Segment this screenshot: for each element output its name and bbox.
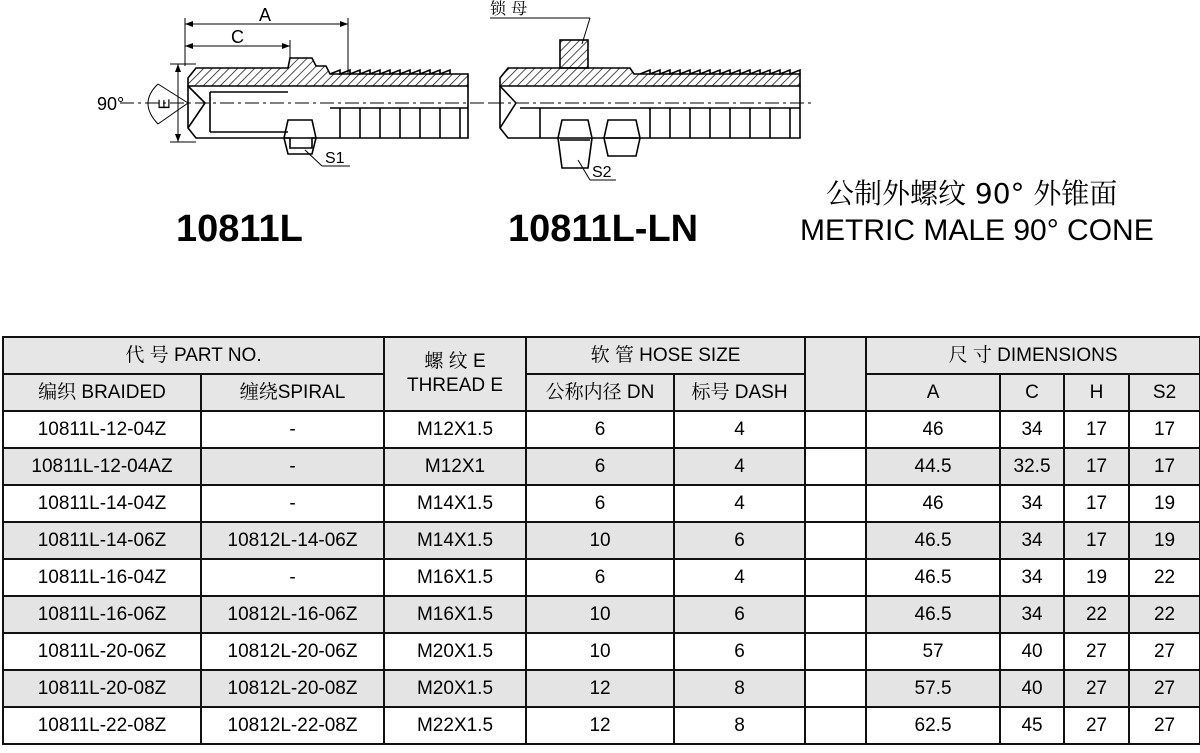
table-row [3,707,1200,744]
table-row [3,596,1200,633]
cell-thread: M12X1 [384,448,526,485]
cell-s2: 27 [1129,670,1200,707]
table-row [3,411,1200,448]
dim-a-label: A [259,5,272,25]
cell-blank [805,522,866,559]
cell-spiral: - [201,559,384,596]
cell-s2: 27 [1129,707,1200,744]
cell-dash: 6 [674,522,805,559]
cell-braided: 10811L-14-04Z [3,485,201,522]
cell-h: 17 [1064,411,1129,448]
title-chinese: 公制外螺纹 90° 外锥面 [826,177,1118,210]
cell-braided: 10811L-20-06Z [3,633,201,670]
cell-h: 22 [1064,596,1129,633]
cell-spiral: 10812L-16-06Z [201,596,384,633]
cell-dn: 10 [526,633,674,670]
cell-dash: 4 [674,448,805,485]
cell-c: 34 [1000,559,1064,596]
s1-label: S1 [325,150,345,167]
cell-braided: 10811L-12-04Z [3,411,201,448]
fitting-10811l-drawing [120,18,490,166]
title-english: METRIC MALE 90° CONE [800,214,1154,247]
cell-a: 57.5 [866,670,1000,707]
cell-s2: 22 [1129,559,1200,596]
cell-h: 17 [1064,485,1129,522]
cell-thread: M14X1.5 [384,485,526,522]
header-dn: 公称内径 DN [526,374,674,411]
cell-thread: M20X1.5 [384,633,526,670]
cell-spiral: 10812L-14-06Z [201,522,384,559]
cell-h: 17 [1064,522,1129,559]
s2-label: S2 [592,164,612,181]
table-body [3,411,1200,744]
cell-blank [805,411,866,448]
header-dimensions: 尺 寸 DIMENSIONS [866,337,1200,374]
cell-spiral: 10812L-20-06Z [201,633,384,670]
cell-a: 46.5 [866,522,1000,559]
dim-c-label: C [231,27,244,47]
table-row [3,670,1200,707]
cell-dn: 6 [526,485,674,522]
header-c: C [1000,374,1064,411]
cell-dash: 4 [674,411,805,448]
cell-a: 46.5 [866,559,1000,596]
cell-thread: M22X1.5 [384,707,526,744]
cell-a: 46 [866,485,1000,522]
table-row [3,522,1200,559]
cell-h: 27 [1064,633,1129,670]
table-row [3,633,1200,670]
cell-spiral: 10812L-20-08Z [201,670,384,707]
cell-dn: 10 [526,522,674,559]
cell-spiral: 10812L-22-08Z [201,707,384,744]
header-s2: S2 [1129,374,1200,411]
cell-blank [805,448,866,485]
cell-spiral: - [201,485,384,522]
cell-dn: 6 [526,448,674,485]
cell-c: 40 [1000,633,1064,670]
cell-braided: 10811L-14-06Z [3,522,201,559]
cell-dn: 12 [526,707,674,744]
locknut-label: 锁 母 [490,0,528,18]
cell-s2: 17 [1129,448,1200,485]
cell-dash: 8 [674,707,805,744]
cell-blank [805,670,866,707]
cell-blank [805,707,866,744]
cell-thread: M16X1.5 [384,596,526,633]
cell-braided: 10811L-12-04AZ [3,448,201,485]
cell-spiral: - [201,411,384,448]
header-braided: 编织 BRAIDED [3,374,201,411]
cell-dash: 8 [674,670,805,707]
cell-c: 34 [1000,596,1064,633]
cell-dn: 10 [526,596,674,633]
cell-dash: 4 [674,559,805,596]
header-dash: 标号 DASH [674,374,805,411]
cell-s2: 17 [1129,411,1200,448]
cell-dn: 12 [526,670,674,707]
cell-a: 46.5 [866,596,1000,633]
table-row [3,448,1200,485]
header-spiral: 缠绕SPIRAL [201,374,384,411]
dim-e-label: E [156,98,174,110]
header-h: H [1064,374,1129,411]
cell-c: 34 [1000,485,1064,522]
header-thread: 螺 纹 E THREAD E [384,337,526,411]
header-part-no: 代 号 PART NO. [3,337,384,374]
cell-blank [805,559,866,596]
cell-a: 44.5 [866,448,1000,485]
cell-blank [805,485,866,522]
cell-c: 34 [1000,411,1064,448]
fitting-drawings-svg [0,0,1200,320]
table-header [3,337,1200,411]
cell-thread: M12X1.5 [384,411,526,448]
cell-c: 45 [1000,707,1064,744]
cell-thread: M16X1.5 [384,559,526,596]
cell-braided: 10811L-16-06Z [3,596,201,633]
header-blank [805,337,866,411]
technical-drawing [0,0,1200,320]
cell-a: 46 [866,411,1000,448]
cell-s2: 22 [1129,596,1200,633]
cell-c: 32.5 [1000,448,1064,485]
cell-s2: 19 [1129,485,1200,522]
cell-blank [805,633,866,670]
cell-c: 40 [1000,670,1064,707]
cell-s2: 27 [1129,633,1200,670]
cell-thread: M20X1.5 [384,670,526,707]
cell-h: 17 [1064,448,1129,485]
cell-blank [805,596,866,633]
table-row [3,485,1200,522]
cell-braided: 10811L-20-08Z [3,670,201,707]
cell-h: 27 [1064,670,1129,707]
cell-c: 34 [1000,522,1064,559]
model-10811l-ln-label: 10811L-LN [508,208,699,250]
fitting-10811l-ln-drawing [490,18,812,180]
cell-thread: M14X1.5 [384,522,526,559]
cell-dash: 6 [674,633,805,670]
table-row [3,559,1200,596]
angle-label: 90° [97,94,125,114]
cell-a: 62.5 [866,707,1000,744]
cell-s2: 19 [1129,522,1200,559]
cell-h: 27 [1064,707,1129,744]
model-10811l-label: 10811L [176,208,303,250]
header-hose-size: 软 管 HOSE SIZE [526,337,805,374]
cell-h: 19 [1064,559,1129,596]
cell-a: 57 [866,633,1000,670]
cell-braided: 10811L-22-08Z [3,707,201,744]
cell-dn: 6 [526,411,674,448]
cell-dn: 6 [526,559,674,596]
cell-spiral: - [201,448,384,485]
specification-table [2,336,1200,745]
cell-dash: 6 [674,596,805,633]
cell-dash: 4 [674,485,805,522]
cell-braided: 10811L-16-04Z [3,559,201,596]
header-a: A [866,374,1000,411]
